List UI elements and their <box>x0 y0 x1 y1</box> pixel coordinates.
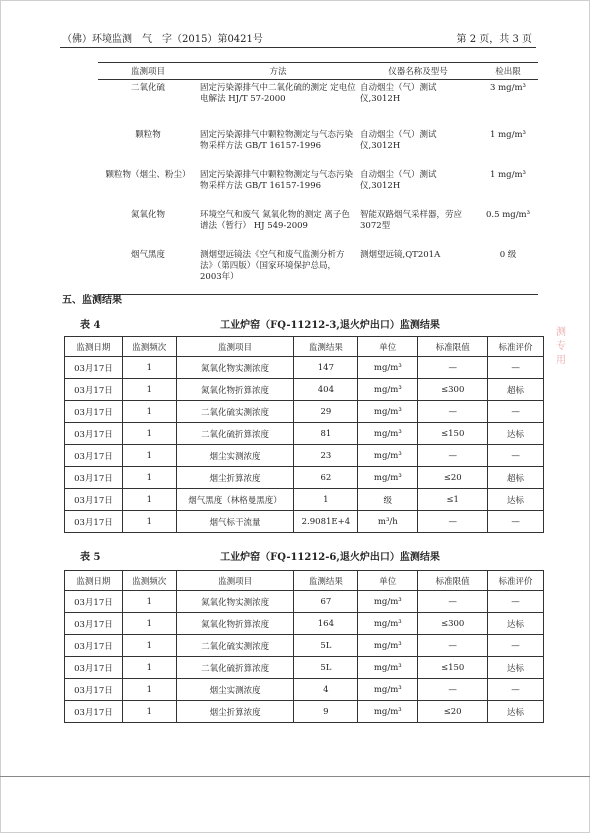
table-cell: 23 <box>294 445 358 467</box>
method-limit: 1 mg/m³ <box>490 169 526 180</box>
method-item: 氮氧化物 <box>130 209 165 220</box>
table-row <box>65 701 544 723</box>
methods-row <box>98 207 538 247</box>
table-cell: 81 <box>294 423 358 445</box>
table-cell: 03月17日 <box>65 401 123 423</box>
table-cell: 03月17日 <box>65 679 123 701</box>
header-cell: 方法 <box>269 67 287 77</box>
table-cell: 1 <box>122 613 176 635</box>
table-cell: 03月17日 <box>65 613 123 635</box>
table-cell: 超标 <box>488 379 544 401</box>
table-cell: 1 <box>122 701 176 723</box>
table-cell: 03月17日 <box>65 511 123 533</box>
method-desc: 测烟望远镜法《空气和废气监测分析方法》（第四版）（国家环境保护总局，2003年） <box>200 249 345 282</box>
section-title: 五、监测结果 <box>62 295 122 306</box>
footer-rule <box>0 776 590 777</box>
header-cell: 监测频次 <box>122 571 176 591</box>
method-instrument: 智能双路烟气采样器，劳应3072型 <box>360 209 463 231</box>
method-limit: 3 mg/m³ <box>490 83 526 93</box>
table-cell: ≤20 <box>418 701 488 723</box>
table-cell: ≤1 <box>418 489 488 511</box>
results-table-4 <box>64 336 544 533</box>
methods-table <box>98 62 538 295</box>
method-desc: 环境空气和废气 氮氧化物的测定 离子色谱法（暂行） HJ 549-2009 <box>200 209 350 231</box>
table-cell: 二氧化硫实测浓度 <box>176 635 294 657</box>
table-row <box>65 511 544 533</box>
stamp-char: 用 <box>556 355 566 366</box>
methods-row <box>98 80 538 127</box>
header-rule <box>60 47 536 48</box>
method-desc: 固定污染源排气中颗粒物测定与气态污染物采样方法 GB/T 16157-1996 <box>200 129 354 151</box>
table5-body <box>65 591 544 723</box>
method-instrument: 自动烟尘（气）测试仪,3012H <box>360 83 437 104</box>
table4-title: 工业炉窑（FQ-11212-3,退火炉出口）监测结果 <box>220 320 440 331</box>
table-cell: mg/m³ <box>358 423 418 445</box>
table-cell: 1 <box>122 467 176 489</box>
table-cell: 氮氧化物实测浓度 <box>176 357 294 379</box>
table4-label: 表 4 <box>80 320 101 331</box>
table-cell: 1 <box>122 379 176 401</box>
methods-row <box>98 247 538 295</box>
table-cell: 03月17日 <box>65 445 123 467</box>
table-cell: mg/m³ <box>358 657 418 679</box>
table-row <box>65 357 544 379</box>
table-cell: ≤20 <box>418 467 488 489</box>
table-cell: — <box>418 591 488 613</box>
table-row <box>65 423 544 445</box>
table-cell: mg/m³ <box>358 591 418 613</box>
table-cell: 03月17日 <box>65 489 123 511</box>
table-cell: — <box>488 401 544 423</box>
header-cell: 监测日期 <box>65 337 123 357</box>
table4-header-row <box>65 337 544 357</box>
table-cell: m³/h <box>358 511 418 533</box>
header-cell: 监测频次 <box>122 337 176 357</box>
table-row <box>65 445 544 467</box>
methods-header-row <box>98 63 538 80</box>
table-cell: 烟尘实测浓度 <box>176 445 294 467</box>
stamp-char: 测 <box>556 327 566 338</box>
table-cell: 03月17日 <box>65 423 123 445</box>
table-cell: mg/m³ <box>358 467 418 489</box>
results-table-5 <box>64 570 544 723</box>
table-cell: 67 <box>294 591 358 613</box>
table5-header-row <box>65 571 544 591</box>
table-cell: mg/m³ <box>358 701 418 723</box>
table-cell: — <box>418 357 488 379</box>
header-cell: 标准限值 <box>418 571 488 591</box>
header-cell: 标准限值 <box>418 337 488 357</box>
table-row <box>65 613 544 635</box>
table-row <box>65 679 544 701</box>
table-cell: — <box>418 401 488 423</box>
table-cell: 二氧化硫折算浓度 <box>176 657 294 679</box>
header-cell: 监测项目 <box>176 337 294 357</box>
method-limit: 1 mg/m³ <box>490 129 526 140</box>
method-limit: 0.5 mg/m³ <box>485 209 531 220</box>
table-row <box>65 379 544 401</box>
table-cell: 5L <box>294 635 358 657</box>
method-item: 颗粒物（烟尘、粉尘） <box>105 169 191 180</box>
table-cell: 03月17日 <box>65 591 123 613</box>
header-cell: 监测结果 <box>294 571 358 591</box>
table-row <box>65 635 544 657</box>
table-cell: — <box>488 445 544 467</box>
table-cell: 404 <box>294 379 358 401</box>
table-cell: mg/m³ <box>358 679 418 701</box>
table-cell: — <box>488 511 544 533</box>
table-cell: 烟气标干流量 <box>176 511 294 533</box>
table-row <box>65 467 544 489</box>
table-cell: 1 <box>122 445 176 467</box>
table-cell: 03月17日 <box>65 467 123 489</box>
header-cell: 仪器名称及型号 <box>388 67 448 77</box>
method-desc: 固定污染源排气中二氧化硫的测定 定电位电解法 HJ/T 57-2000 <box>200 83 356 104</box>
table-cell: 达标 <box>488 701 544 723</box>
table-row <box>65 489 544 511</box>
table5-title: 工业炉窑（FQ-11212-6,退火炉出口）监测结果 <box>220 552 440 563</box>
table-cell: 达标 <box>488 657 544 679</box>
table-cell: 氮氧化物折算浓度 <box>176 613 294 635</box>
table-cell: mg/m³ <box>358 635 418 657</box>
table-cell: 达标 <box>488 489 544 511</box>
table-cell: — <box>418 635 488 657</box>
inspection-stamp <box>556 326 590 404</box>
method-limit: 0 级 <box>499 249 517 260</box>
header-cell: 检出限 <box>495 67 521 77</box>
table-cell: 03月17日 <box>65 657 123 679</box>
table-cell: 氮氧化物折算浓度 <box>176 379 294 401</box>
report-number: （佛）环境监测 气 字（2015）第0421号 <box>62 34 263 45</box>
table-cell: 1 <box>122 591 176 613</box>
table-row <box>65 401 544 423</box>
method-item: 颗粒物 <box>135 129 161 140</box>
table-cell: 03月17日 <box>65 701 123 723</box>
table-cell: 147 <box>294 357 358 379</box>
table-cell: 29 <box>294 401 358 423</box>
table-cell: 级 <box>358 489 418 511</box>
table-cell: 达标 <box>488 423 544 445</box>
table-cell: mg/m³ <box>358 379 418 401</box>
method-item: 二氧化硫 <box>130 83 165 93</box>
table-cell: 烟尘实测浓度 <box>176 679 294 701</box>
table4-body <box>65 357 544 533</box>
table-cell: 1 <box>122 657 176 679</box>
table-cell: 1 <box>122 423 176 445</box>
table-cell: 1 <box>122 401 176 423</box>
table-cell: 二氧化硫折算浓度 <box>176 423 294 445</box>
table-cell: 1 <box>122 489 176 511</box>
page-number: 第 2 页，共 3 页 <box>456 34 532 45</box>
method-desc: 固定污染源排气中颗粒物测定与气态污染物采样方法 GB/T 16157-1996 <box>200 169 354 191</box>
table-cell: 62 <box>294 467 358 489</box>
table-cell: 03月17日 <box>65 635 123 657</box>
table-cell: 烟尘折算浓度 <box>176 467 294 489</box>
table-cell: 超标 <box>488 467 544 489</box>
header-cell: 监测项目 <box>176 571 294 591</box>
header-cell: 监测日期 <box>65 571 123 591</box>
table-cell: — <box>418 445 488 467</box>
table-cell: — <box>418 511 488 533</box>
table-cell: mg/m³ <box>358 613 418 635</box>
table-cell: 1 <box>122 679 176 701</box>
table-cell: ≤150 <box>418 657 488 679</box>
method-instrument: 测烟望远镜,QT201A <box>360 249 441 260</box>
table-cell: — <box>488 357 544 379</box>
table-cell: mg/m³ <box>358 357 418 379</box>
methods-row <box>98 127 538 167</box>
table-cell: ≤150 <box>418 423 488 445</box>
table-cell: 1 <box>122 511 176 533</box>
table-row <box>65 657 544 679</box>
method-item: 烟气黑度 <box>130 249 165 260</box>
table-cell: 1 <box>294 489 358 511</box>
method-instrument: 自动烟尘（气）测试仪,3012H <box>360 169 437 191</box>
header-cell: 标准评价 <box>488 571 544 591</box>
table-cell: 1 <box>122 357 176 379</box>
table-cell: 5L <box>294 657 358 679</box>
table-cell: — <box>418 679 488 701</box>
table-cell: 二氧化硫实测浓度 <box>176 401 294 423</box>
table5-label: 表 5 <box>80 552 101 563</box>
table-cell: 达标 <box>488 613 544 635</box>
table-cell: 164 <box>294 613 358 635</box>
table-row <box>65 591 544 613</box>
table-cell: — <box>488 679 544 701</box>
table-cell: 1 <box>122 635 176 657</box>
table-cell: 2.9081E+4 <box>294 511 358 533</box>
header-cell: 监测项目 <box>130 67 165 77</box>
table-cell: 烟气黑度（林格曼黑度） <box>176 489 294 511</box>
table-cell: ≤300 <box>418 613 488 635</box>
table-cell: 烟尘折算浓度 <box>176 701 294 723</box>
method-instrument: 自动烟尘（气）测试仪,3012H <box>360 129 437 151</box>
stamp-char: 专 <box>556 341 566 352</box>
header-cell: 监测结果 <box>294 337 358 357</box>
table-cell: 4 <box>294 679 358 701</box>
table-cell: 9 <box>294 701 358 723</box>
header-cell: 单位 <box>358 337 418 357</box>
table-cell: 氮氧化物实测浓度 <box>176 591 294 613</box>
header-cell: 单位 <box>358 571 418 591</box>
table-cell: — <box>488 591 544 613</box>
table-cell: ≤300 <box>418 379 488 401</box>
table-cell: — <box>488 635 544 657</box>
table-cell: mg/m³ <box>358 445 418 467</box>
table-cell: 03月17日 <box>65 357 123 379</box>
table-cell: mg/m³ <box>358 401 418 423</box>
table-cell: 03月17日 <box>65 379 123 401</box>
methods-row <box>98 167 538 207</box>
header-cell: 标准评价 <box>488 337 544 357</box>
